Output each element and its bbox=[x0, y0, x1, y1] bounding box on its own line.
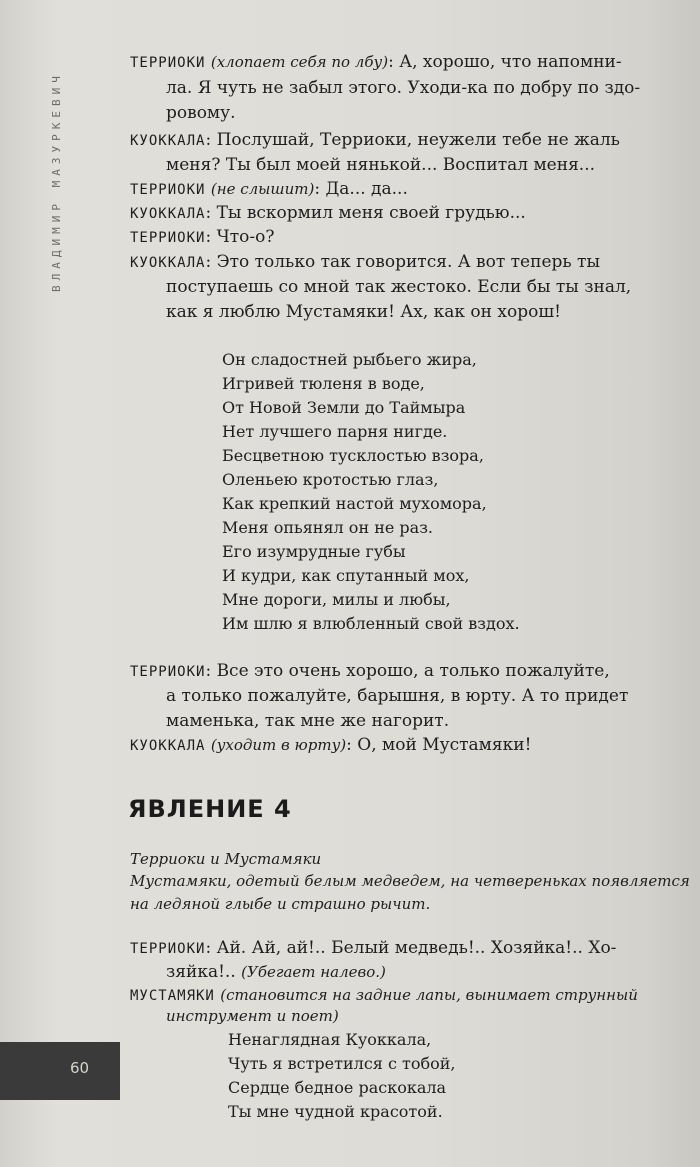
stage-direction: Мустамяки, одетый белым медведем, на четвереньках появляется bbox=[130, 872, 690, 890]
dialogue-line bbox=[130, 50, 622, 75]
dialogue-line: маменька, так мне же нагорит. bbox=[166, 711, 450, 731]
line-text: : Ай. Ай, ай!.. Белый медведь!.. Хозяйка!.. Хо- bbox=[205, 938, 617, 958]
speaker: МУСТАМЯКИ bbox=[130, 988, 215, 1004]
line-text: : Послушай, Терриоки, неужели тебе не жаль bbox=[205, 130, 620, 150]
dialogue-line: ла. Я чуть не забыл этого. Уходи-ка по добру по здо- bbox=[166, 78, 641, 98]
verse-line: Нет лучшего парня нигде. bbox=[222, 422, 448, 441]
verse-line: Он сладостней рыбьего жира, bbox=[222, 350, 477, 369]
speaker: КУОККАЛА bbox=[130, 255, 206, 271]
line-text: : Да... да... bbox=[314, 179, 408, 199]
line-text: : Ты вскормил меня своей грудью... bbox=[205, 203, 526, 223]
stage-direction: (Убегает налево.) bbox=[241, 963, 386, 981]
speaker: ТЕРРИОКИ bbox=[130, 664, 206, 680]
dialogue-line bbox=[130, 659, 610, 684]
dialogue-line bbox=[130, 201, 526, 226]
line-text: : А, хорошо, что напомни- bbox=[388, 52, 622, 72]
stage-direction: (становится на задние лапы, вынимает струнный bbox=[220, 986, 638, 1004]
speaker: ТЕРРИОКИ bbox=[130, 941, 206, 957]
dialogue-line bbox=[130, 936, 616, 961]
dialogue-line: меня? Ты был моей нянькой... Воспитал меня... bbox=[166, 155, 596, 175]
verse-line: Меня опьянял он не раз. bbox=[222, 518, 433, 537]
speaker: КУОККАЛА bbox=[130, 133, 206, 149]
page-number: 60 bbox=[70, 1059, 90, 1077]
verse-line: Игривей тюленя в воде, bbox=[222, 374, 425, 393]
verse-line: Ненаглядная Куоккала, bbox=[228, 1030, 432, 1049]
verse-line: Оленьею кротостью глаз, bbox=[222, 470, 439, 489]
speaker: ТЕРРИОКИ bbox=[130, 182, 206, 198]
dialogue-line bbox=[130, 225, 274, 250]
speaker: ТЕРРИОКИ bbox=[130, 230, 206, 246]
scene-characters: Терриоки и Мустамяки bbox=[130, 850, 322, 868]
dialogue-line: ровому. bbox=[166, 103, 236, 123]
dialogue-line: а только пожалуйте, барышня, в юрту. А то придет bbox=[166, 686, 629, 706]
line-text: : Все это очень хорошо, а только пожалуйте, bbox=[205, 661, 610, 681]
scene-heading: ЯВЛЕНИЕ 4 bbox=[128, 795, 292, 823]
verse-line: Бесцветною тусклостью взора, bbox=[222, 446, 484, 465]
verse-line: От Новой Земли до Таймыра bbox=[222, 398, 466, 417]
line-text: зяйка!.. bbox=[166, 962, 236, 982]
verse-line: Мне дороги, милы и любы, bbox=[222, 590, 451, 609]
stage-direction: инструмент и поет) bbox=[166, 1007, 339, 1025]
stage-direction: на ледяной глыбе и страшно рычит. bbox=[130, 895, 431, 913]
line-text: : Что-о? bbox=[205, 227, 275, 247]
verse-line: Его изумрудные губы bbox=[222, 542, 406, 561]
dialogue-line bbox=[130, 733, 531, 758]
dialogue-line bbox=[130, 250, 600, 275]
dialogue-line bbox=[130, 177, 408, 202]
stage-direction: (уходит в юрту) bbox=[210, 736, 347, 754]
verse-line: Им шлю я влюбленный свой вздох. bbox=[222, 614, 520, 633]
verse-line: Чуть я встретился с тобой, bbox=[228, 1054, 456, 1073]
running-head: ВЛАДИМИР МАЗУРКЕВИЧ bbox=[50, 71, 63, 292]
verse-line: Сердце бедное раскокала bbox=[228, 1078, 447, 1097]
stage-direction: (не слышит) bbox=[210, 180, 315, 198]
verse-line: Как крепкий настой мухомора, bbox=[222, 494, 487, 513]
dialogue-line: поступаешь со мной так жестоко. Если бы ты знал, bbox=[166, 277, 632, 297]
speaker: КУОККАЛА bbox=[130, 206, 206, 222]
dialogue-line: как я люблю Мустамяки! Ах, как он хорош! bbox=[166, 302, 561, 322]
dialogue-line bbox=[166, 960, 386, 984]
verse-line: Ты мне чудной красотой. bbox=[228, 1102, 443, 1121]
speaker: КУОККАЛА bbox=[130, 738, 206, 754]
speaker: ТЕРРИОКИ bbox=[130, 55, 206, 71]
line-text: : Это только так говорится. А вот теперь ты bbox=[205, 252, 600, 272]
verse-line: И кудри, как спутанный мох, bbox=[222, 566, 470, 585]
line-text: : О, мой Мустамяки! bbox=[346, 735, 532, 755]
stage-direction: (хлопает себя по лбу) bbox=[210, 53, 389, 71]
dialogue-line bbox=[130, 128, 620, 153]
